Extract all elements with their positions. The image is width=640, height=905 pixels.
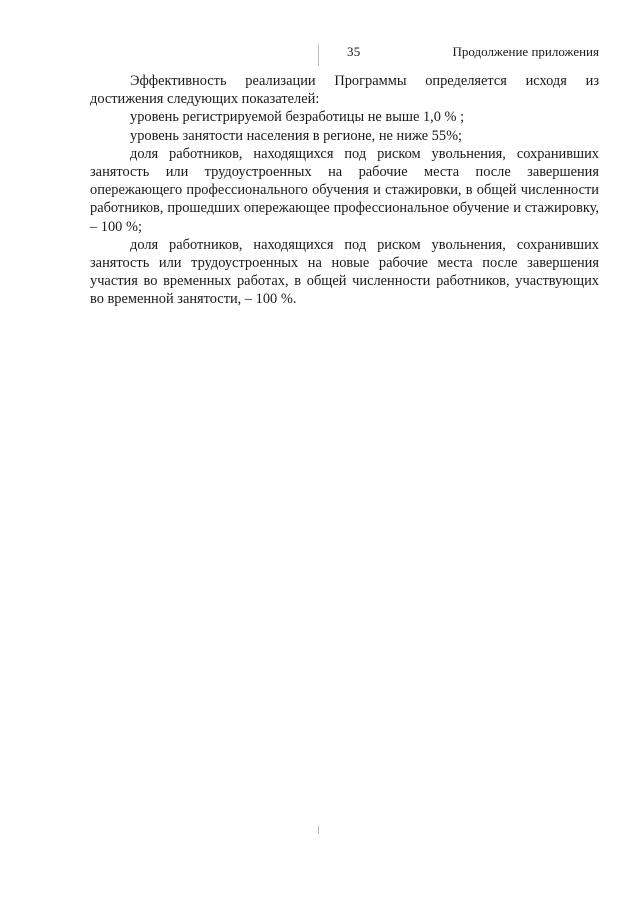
- scan-artifact: [318, 826, 319, 834]
- scan-artifact: [318, 44, 319, 66]
- paragraph: доля работников, находящихся под риском увольнения, сохранивших занятость или трудоустроенных на рабочие места после завершения опережающего профессионального обучения и стажировки, в общей численности работников, прошедших опережающее профессиональное обучение и стажировку, – 100 %;: [90, 145, 599, 235]
- paragraph: уровень занятости населения в регионе, не ниже 55%;: [130, 127, 463, 144]
- paragraph: уровень регистрируемой безработицы не выше 1,0 % ;: [130, 109, 465, 126]
- main-text: [90, 72, 599, 309]
- page-number: 35: [347, 44, 361, 59]
- paragraph: Эффективность реализации Программы определяется исходя из достижения следующих показателей:: [90, 73, 599, 108]
- continuation-note: Продолжение приложения: [452, 44, 599, 59]
- paragraph: доля работников, находящихся под риском увольнения, сохранивших занятость или трудоустроенных на новые рабочие места после завершения участия во временных работах, в общей численности работников, участвующих во временной занятости, – 100 %.: [90, 236, 599, 308]
